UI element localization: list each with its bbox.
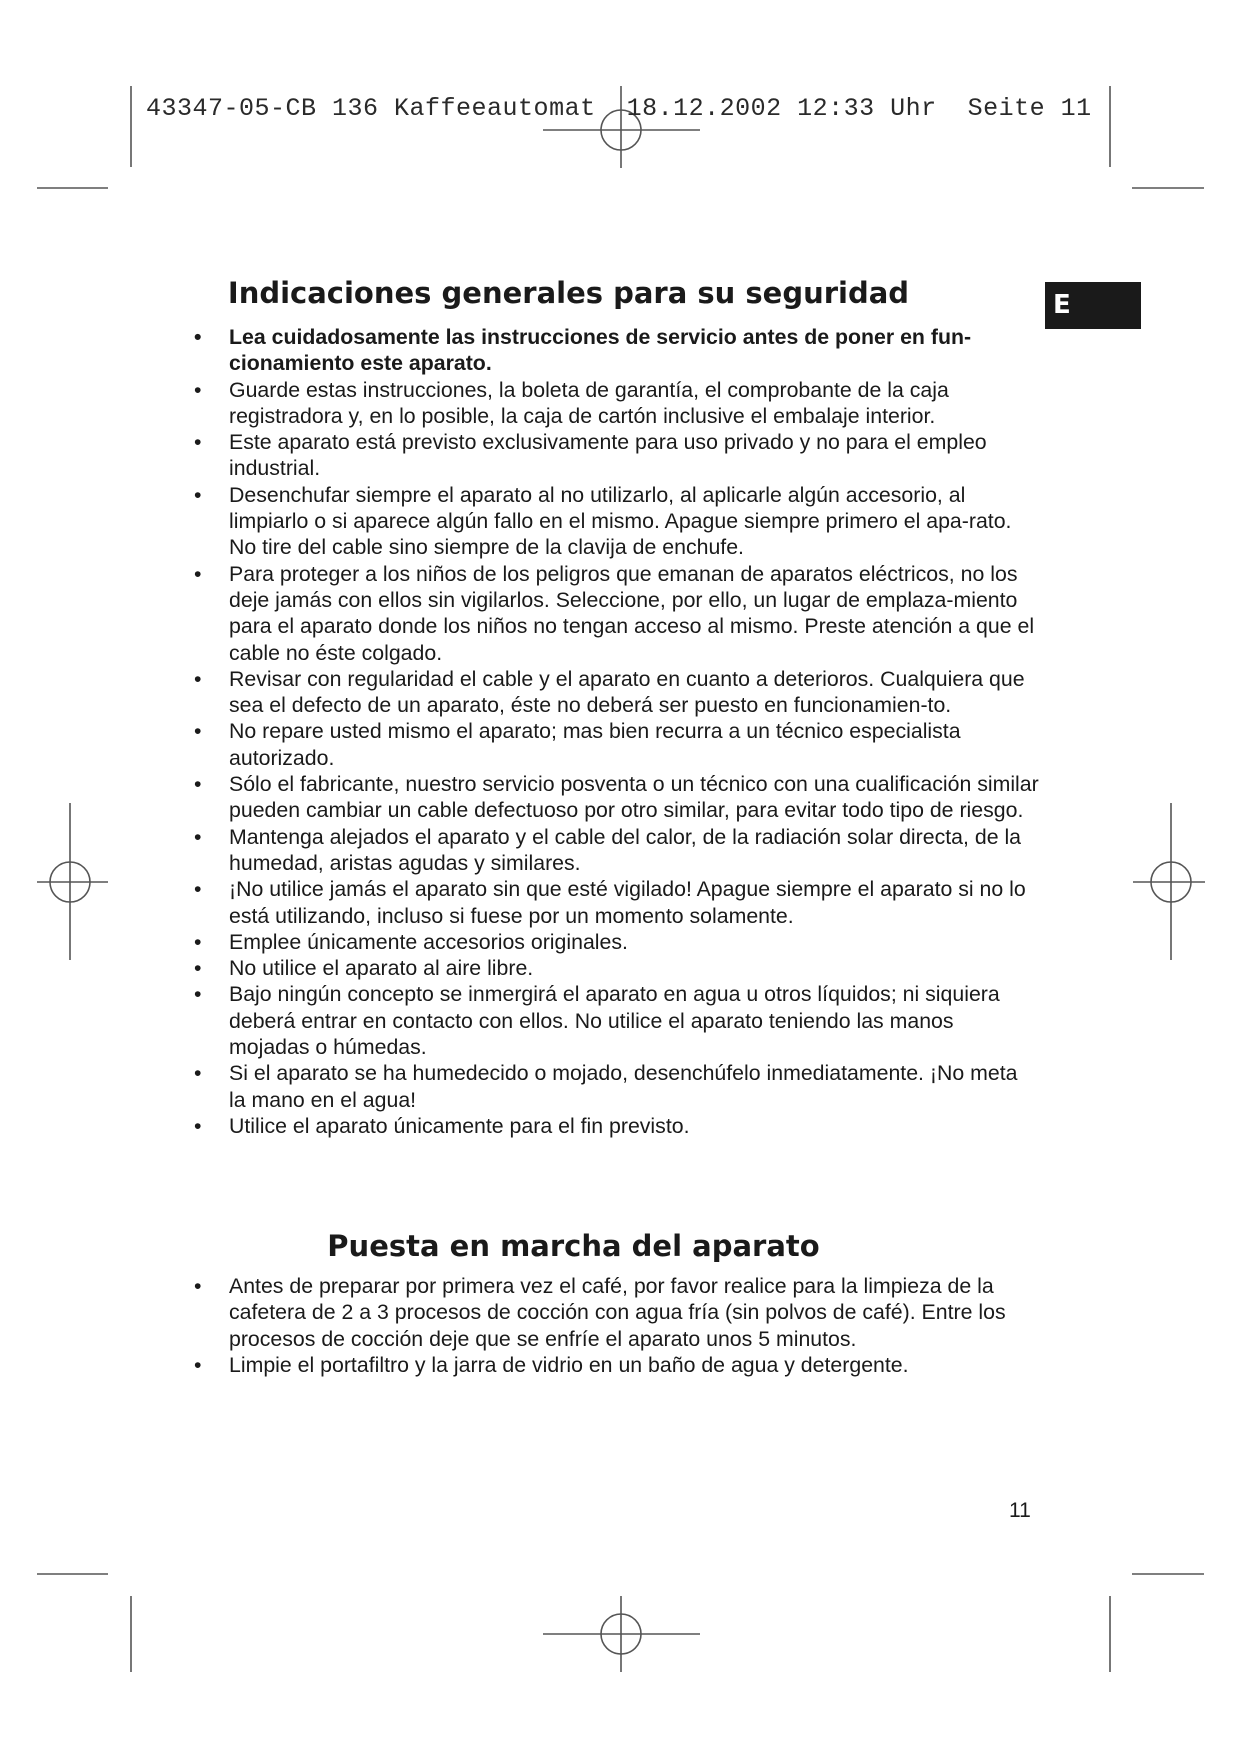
- page-number: 11: [1009, 1499, 1031, 1522]
- bullet-point: •: [194, 1274, 202, 1298]
- bullet-point: •: [194, 982, 202, 1007]
- section-title-startup: Puesta en marcha del aparato: [327, 1229, 820, 1263]
- list-item-text: Emplee únicamente accesorios originales.: [229, 929, 628, 954]
- list-item-text: Para proteger a los niños de los peligros que emanan de aparatos eléctricos, no los deje jamás con ellos sin vigilarlos. Seleccione, por ello, un lugar de emplaza-miento para el aparato donde los niños no tengan acceso al mismo. Preste atención a que el cable no éste colgado.: [229, 561, 1035, 665]
- bullet-point: •: [194, 1061, 202, 1086]
- list-item: [194, 824, 1039, 877]
- bullet-point: •: [194, 719, 202, 744]
- list-item: [194, 666, 1039, 719]
- list-item: [194, 429, 1039, 482]
- list-item-text: Este aparato está previsto exclusivamente para uso privado y no para el empleo industrial.: [229, 430, 987, 481]
- list-item-text: No repare usted mismo el aparato; mas bien recurra a un técnico especialista autorizado.: [229, 719, 961, 770]
- list-item-text: Guarde estas instrucciones, la boleta de garantía, el comprobante de la caja registradora y, en lo posible, la caja de cartón inclusive el embalaje interior.: [229, 377, 949, 428]
- list-item: [194, 1352, 1039, 1378]
- list-item: [194, 482, 1039, 561]
- list-item: [194, 771, 1039, 824]
- list-item-text: Desenchufar siempre el aparato al no utilizarlo, al aplicarle algún accesorio, al limpiarlo o si aparece algún fallo en el mismo. Apague siempre primero el apa-rato. No tire del cable sino siempre de la clavija de enchufe.: [229, 482, 1012, 560]
- list-item: [194, 377, 1039, 430]
- bullet-point: •: [194, 1113, 202, 1138]
- list-item-text: Antes de preparar por primera vez el café, por favor realice para la limpieza de la cafetera de 2 a 3 procesos de cocción con agua fría (sin polvos de café). Entre los procesos de cocción deje que se enfríe el aparato unos 5 minutos.: [229, 1274, 1006, 1351]
- list-item-text: Lea cuidadosamente las instrucciones de servicio antes de poner en fun-cionamiento este aparato.: [229, 325, 972, 376]
- register-mark-bottom: [543, 1596, 700, 1672]
- list-item-text: Revisar con regularidad el cable y el aparato en cuanto a deterioros. Cualquiera que sea el defecto de un aparato, éste no deberá ser puesto en funcionamien-to.: [229, 666, 1025, 718]
- list-item: [194, 876, 1039, 929]
- list-item: [194, 1113, 1039, 1139]
- list-item-text: Sólo el fabricante, nuestro servicio posventa o un técnico con una cualificación similar pueden cambiar un cable defectuoso por otro similar, para evitar todo tipo de riesgo.: [229, 772, 1039, 823]
- list-item: [194, 955, 1039, 981]
- safety-instructions-list: [194, 324, 1039, 1139]
- list-item-text: Si el aparato se ha humedecido o mojado, desenchúfelo inmediatamente. ¡No meta la mano en el agua!: [229, 1061, 1018, 1112]
- list-item: [194, 929, 1039, 955]
- bullet-point: •: [194, 377, 202, 402]
- list-item-text: Bajo ningún concepto se inmergirá el aparato en agua u otros líquidos; ni siquiera deberá entrar en contacto con ellos. No utilice el aparato teniendo las manos mojadas o húmedas.: [229, 982, 1000, 1060]
- list-item-text: Utilice el aparato únicamente para el fin previsto.: [229, 1113, 690, 1138]
- language-tab: E: [1045, 282, 1141, 329]
- register-mark-left: [37, 803, 108, 960]
- startup-instructions-list: [194, 1273, 1039, 1378]
- bullet-point: •: [194, 325, 202, 349]
- bullet-point: •: [194, 430, 202, 455]
- list-item-text: No utilice el aparato al aire libre.: [229, 956, 534, 981]
- bullet-point: •: [194, 666, 202, 691]
- bullet-point: •: [194, 772, 202, 797]
- bullet-point: •: [194, 824, 202, 849]
- print-slug-header: 43347-05-CB 136 Kaffeeautomat 18.12.2002 12:33 Uhr Seite 11: [146, 94, 1092, 123]
- section-title-safety: Indicaciones generales para su seguridad: [227, 276, 910, 310]
- list-item: [194, 981, 1039, 1060]
- list-item: [194, 1273, 1039, 1352]
- bullet-point: •: [194, 1352, 202, 1377]
- bullet-point: •: [194, 561, 202, 586]
- list-item: [194, 561, 1039, 666]
- bullet-point: •: [194, 929, 202, 954]
- list-item: [194, 718, 1039, 771]
- bullet-point: •: [194, 482, 202, 507]
- register-mark-right: [1133, 803, 1205, 960]
- list-item: [194, 1060, 1039, 1113]
- list-item-text: ¡No utilice jamás el aparato sin que esté vigilado! Apague siempre el aparato si no lo está utilizando, incluso si fuese por un momento solamente.: [229, 877, 1026, 928]
- bullet-point: •: [194, 877, 202, 902]
- list-item: [194, 324, 1039, 377]
- list-item-text: Limpie el portafiltro y la jarra de vidrio en un baño de agua y detergente.: [229, 1352, 909, 1377]
- list-item-text: Mantenga alejados el aparato y el cable del calor, de la radiación solar directa, de la humedad, aristas agudas y similares.: [229, 824, 1022, 875]
- bullet-point: •: [194, 956, 202, 981]
